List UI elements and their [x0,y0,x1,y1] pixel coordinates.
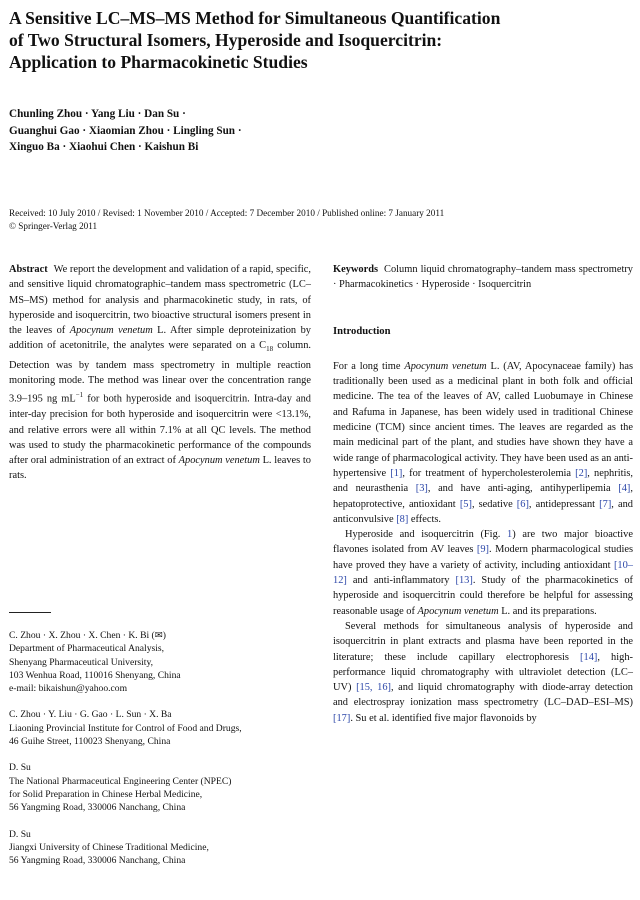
section-heading-introduction: Introduction [333,325,391,337]
keywords-label: Keywords [333,264,379,275]
figure-link[interactable]: 1 [507,529,513,541]
affiliation-line: Department of Pharmaceutical Analysis, [9,643,165,655]
affiliation-line: 46 Guihe Street, 110023 Shenyang, China [9,736,171,748]
affiliations [9,629,311,880]
reference-link[interactable]: [10–12] [333,559,633,587]
affiliation-line: for Solid Preparation in Chinese Herbal Medicine, [9,788,203,800]
reference-link[interactable]: [17] [333,712,351,724]
species-name: Apocynum venetum [69,325,153,337]
email-link[interactable]: e-mail: bikaishun@yahoo.com [9,683,128,695]
footnote-divider [9,612,51,613]
reference-link[interactable]: [6] [516,498,529,510]
author-line: Chunling Zhou · Yang Liu · Dan Su · [9,108,186,120]
subscript: 18 [266,345,274,354]
abstract-text: for both hyperoside and isoquercitrin. Intra-day and inter-day precision for both hyperoside and isoquercitrin were <13.1%, and relative errors were all within 7.1% at all QC levels. The method was used to study the pharmacokinetic performance of the compounds after oral administration of an extract of [9,393,311,467]
keywords [333,262,633,293]
affiliation-authors: D. Su [9,828,31,840]
reference-link[interactable]: [15, 16] [356,682,391,694]
affiliation-block [9,629,311,695]
abstract [9,262,311,484]
keywords-text: Column liquid chromatography–tandem mass spectrometry · Pharmacokinetics · Hyperoside · Isoquercitrin [333,264,633,291]
right-column [333,262,633,726]
reference-link[interactable]: [14] [580,651,598,663]
title-line: of Two Structural Isomers, Hyperoside and Isoquercitrin: [9,30,443,50]
affiliation-block [9,828,311,868]
abstract-text: We report the development and validation of a rapid, specific, and sensitive liquid chromatographic–tandem mass spectrometric (LC–MS–MS) method for analysis and pharmacokinetic study, in rats, of hyperoside and isoquercitrin, two bioactive structural isomers present in the leaves of [9,264,311,337]
superscript: −1 [75,391,84,400]
publication-dates [9,207,444,233]
affiliation-authors: D. Su [9,762,31,774]
affiliation-block [9,761,311,814]
affiliation-authors: C. Zhou · Y. Liu · G. Gao · L. Sun · X. Ba [9,709,172,721]
affiliation-line: Jiangxi University of Chinese Traditional Medicine, [9,841,209,853]
abstract-text: L. leaves to rats. [9,455,312,482]
reference-link[interactable]: [1] [390,467,403,479]
reference-link[interactable]: [7] [599,498,612,510]
intro-paragraph: For a long time Apocynum venetum L. (AV, Apocynaceae family) has traditionally been used as a medicinal plant in both folk and official medicine. The tea of the leaves of AV, called Luobumaye in Chinese and Rafuma in Japanese, has been widely used in traditional Chinese medicine (TCM) since ancient times. The leaves are regarded as the main medicinal part of the plant, and studies have shown they have a wide range of pharmacological activity. They have been used as an anti-hypertensive [1], for treatment of hypercholesterolemia [2], nephritis, and neurasthenia [3], and have anti-aging, antihyperlipemia [4], hepatoprotective, antioxidant [5], sedative [6], antidepressant [7], and anticonvulsive [8] effects. [333,360,634,525]
species-name: Apocynum venetum [178,455,260,467]
title-line: Application to Pharmacokinetic Studies [9,52,308,72]
affiliation-block [9,708,311,748]
reference-link[interactable]: [4] [618,483,631,495]
dates-line: Received: 10 July 2010 / Revised: 1 November 2010 / Accepted: 7 December 2010 / Published online: 7 January 2011 [9,208,445,218]
title-line: A Sensitive LC–MS–MS Method for Simultaneous Quantification [9,8,501,28]
affiliation-line: The National Pharmaceutical Engineering Center (NPEC) [9,775,232,787]
intro-paragraph: Several methods for simultaneous analysis of hyperoside and isoquercitrin in plant extracts and plasma have been reported in the literature; these include capillary electrophoresis [14], high-performance liquid chromatography with ultraviolet detection (LC–UV) [15, 16], and liquid chromatography with diode-array detection and electrospray ionization mass spectrometry (LC–DAD–ESI–MS) [17]. Su et al. identified five major flavonoids by [333,620,633,724]
left-column [9,262,311,484]
reference-link[interactable]: [13] [455,575,473,587]
abstract-text: L. After simple deproteinization by addition of acetonitrile, the analytes were separated on a C [9,325,311,352]
affiliation-line: Shenyang Pharmaceutical University, [9,656,154,668]
author-list [9,106,242,156]
paper-title [9,7,634,73]
abstract-label: Abstract [9,264,48,275]
reference-link[interactable]: [3] [415,483,428,495]
copyright-line: © Springer-Verlag 2011 [9,221,98,231]
affiliation-authors: C. Zhou · X. Zhou · X. Chen · K. Bi (✉) [9,630,166,641]
reference-link[interactable]: [9] [476,544,490,556]
author-line: Guanghui Gao · Xiaomian Zhou · Lingling Sun · [9,124,242,137]
reference-link[interactable]: [2] [575,467,588,479]
species-name: Apocynum venetum [404,360,487,372]
affiliation-line: 56 Yangming Road, 330006 Nanchang, China [9,855,186,867]
species-name: Apocynum venetum [417,605,499,617]
intro-paragraph: Hyperoside and isoquercitrin (Fig. 1) are two major bioactive flavones isolated from AV leaves [9]. Modern pharmacological studies have proved they have a variety of activity, including antioxidant [10–12] and anti-inflammatory [13]. Study of the pharmacokinetics of hyperoside and isoquercitrin could therefore be helpful for assessing reasonable usage of Apocynum venetum L. and its preparations. [333,529,633,617]
author-line: Xinguo Ba · Xiaohui Chen · Kaishun Bi [9,141,199,153]
affiliation-line: Liaoning Provincial Institute for Control of Food and Drugs, [9,722,242,734]
abstract-text: column. Detection was by tandem mass spectrometry in multiple reaction monitoring mode. The method was linear over the concentration range 3.9–195 ng mL [9,340,311,405]
reference-link[interactable]: [5] [459,498,472,510]
affiliation-line: 56 Yangming Road, 330006 Nanchang, China [9,802,186,814]
affiliation-line: 103 Wenhua Road, 110016 Shenyang, China [9,669,181,681]
reference-link[interactable]: [8] [396,513,409,525]
